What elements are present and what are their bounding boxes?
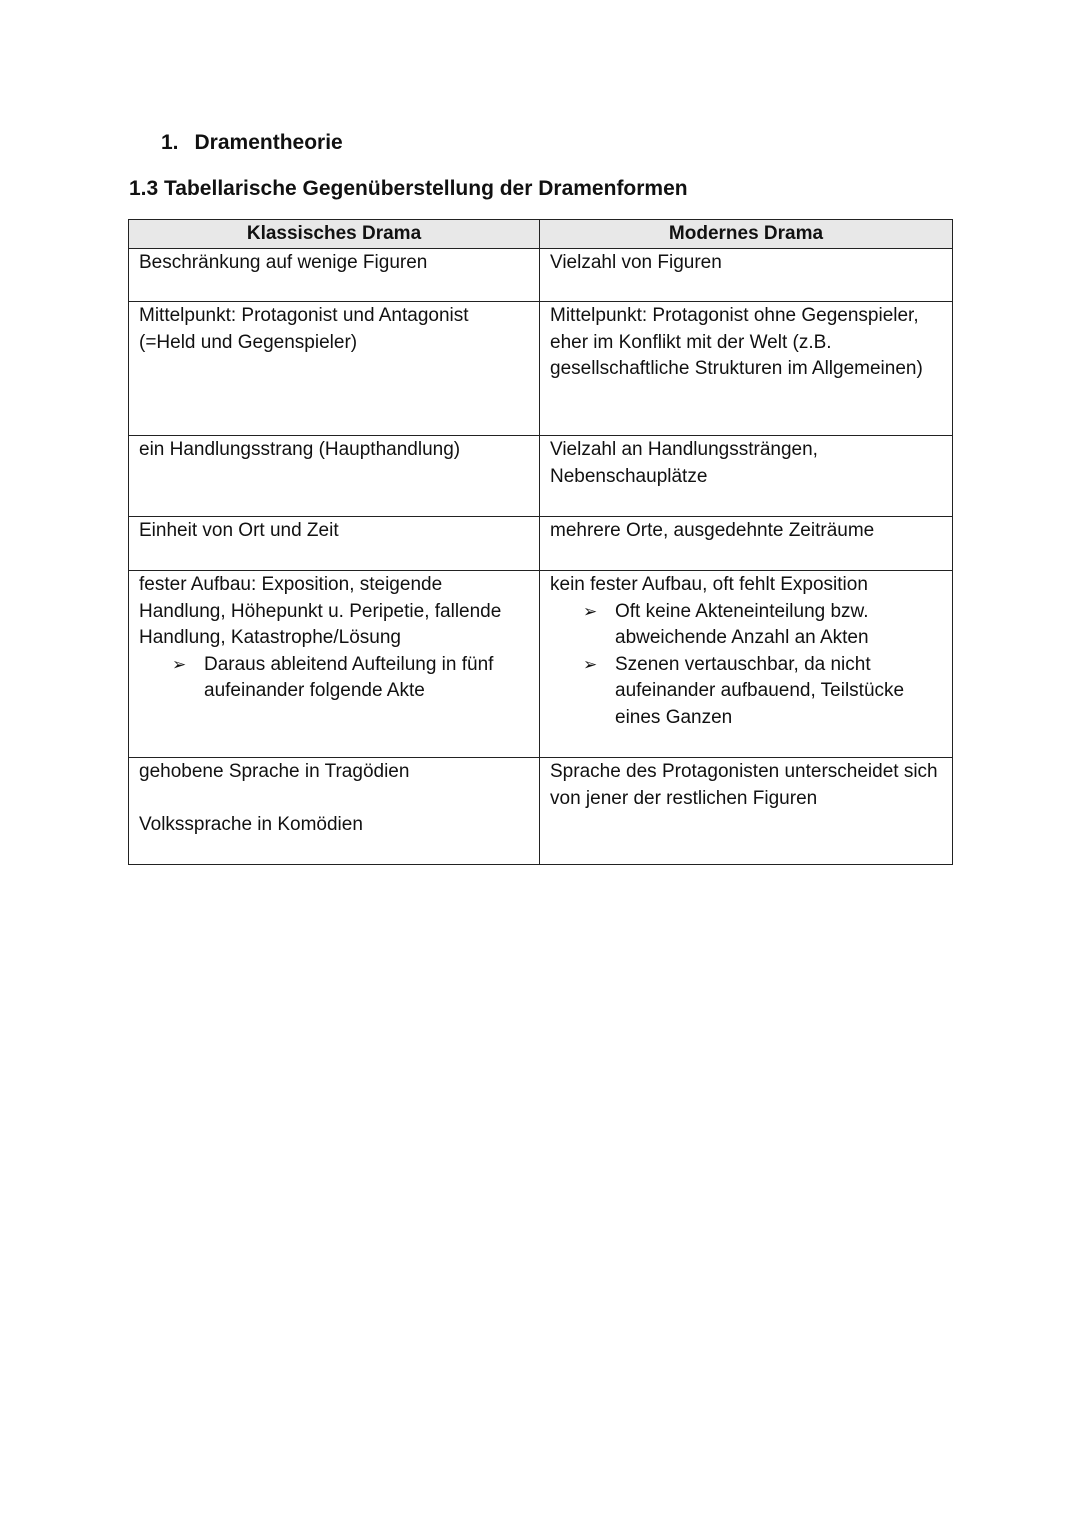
bullet-list (139, 652, 529, 705)
bullet-list (550, 599, 942, 732)
cell-classic: Beschränkung auf wenige Figuren (129, 249, 540, 302)
cell-text: Volkssprache in Komödien (139, 814, 363, 836)
list-item-text: Daraus ableitend Aufteilung in fünf aufeinander folgende Akte (204, 653, 494, 702)
cell-text: gehobene Sprache in Tragödien (139, 761, 410, 782)
header-classic-drama: Klassisches Drama (129, 220, 540, 249)
table-header-row (129, 220, 953, 249)
comparison-table (128, 219, 953, 865)
cell-modern (540, 571, 953, 758)
cell-classic (129, 758, 540, 865)
arrow-bullet-icon: ➢ (172, 654, 187, 674)
cell-classic: Mittelpunkt: Protagonist und Antagonist (=Held und Gegenspieler) (129, 302, 540, 436)
table-row (129, 517, 953, 571)
header-modern-drama: Modernes Drama (540, 220, 953, 249)
arrow-bullet-icon: ➢ (583, 654, 598, 674)
table-row (129, 758, 953, 865)
cell-text: fester Aufbau: Exposition, steigende Handlung, Höhepunkt u. Peripetie, fallende Handlung, Katastrophe/Lösung (139, 574, 502, 649)
cell-classic: ein Handlungsstrang (Haupthandlung) (129, 436, 540, 517)
section-title: Dramentheorie (194, 131, 343, 154)
section-number: 1. (161, 131, 179, 154)
cell-modern: Vielzahl von Figuren (540, 249, 953, 302)
arrow-bullet-icon: ➢ (583, 601, 598, 621)
cell-modern: Mittelpunkt: Protagonist ohne Gegenspieler, eher im Konflikt mit der Welt (z.B. gesellschaftliche Strukturen im Allgemeinen) (540, 302, 953, 436)
section-heading (161, 129, 343, 157)
table-row (129, 249, 953, 302)
list-item (550, 652, 942, 732)
list-item (550, 599, 942, 652)
cell-modern: mehrere Orte, ausgedehnte Zeiträume (540, 517, 953, 571)
cell-classic: Einheit von Ort und Zeit (129, 517, 540, 571)
cell-classic (129, 571, 540, 758)
list-item-text: Oft keine Akteneinteilung bzw. abweichende Anzahl an Akten (615, 600, 869, 649)
list-item (139, 652, 529, 705)
cell-text: kein fester Aufbau, oft fehlt Exposition (550, 574, 868, 595)
table-row (129, 302, 953, 436)
table-row (129, 571, 953, 758)
line-gap (139, 786, 529, 813)
cell-modern: Sprache des Protagonisten unterscheidet sich von jener der restlichen Figuren (540, 758, 953, 865)
cell-modern: Vielzahl an Handlungssträngen, Nebenschauplätze (540, 436, 953, 517)
list-item-text: Szenen vertauschbar, da nicht aufeinander aufbauend, Teilstücke eines Ganzen (615, 653, 905, 728)
table-row (129, 436, 953, 517)
subsection-heading: 1.3 Tabellarische Gegenüberstellung der Dramenformen (129, 177, 688, 200)
